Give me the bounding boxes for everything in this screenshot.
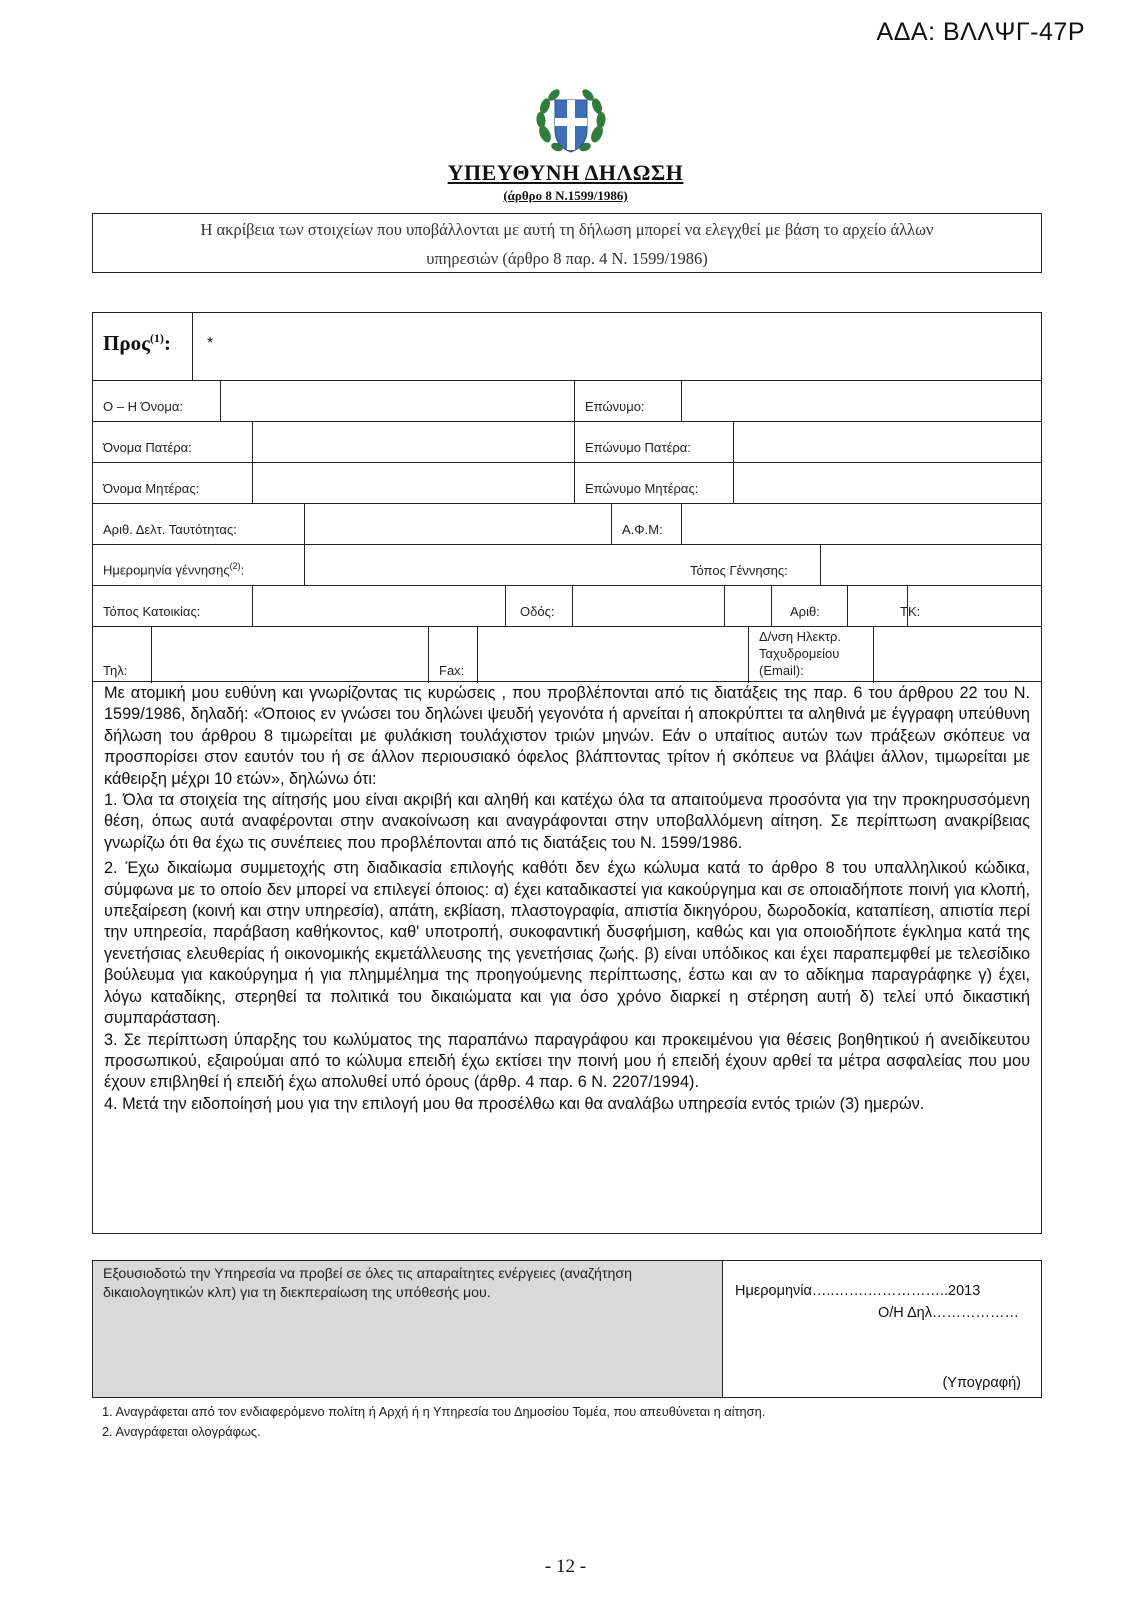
mother-name-label: Όνομα Μητέρας: — [103, 481, 200, 496]
declaration-point-4: 4. Μετά την ειδοποίησή μου για την επιλογή μου θα προσέλθω και θα αναλάβω υπηρεσία εντός τριών (3) ημερών. — [104, 1094, 925, 1113]
street-label: Οδός: — [520, 604, 555, 619]
authorization-text: Εξουσιοδοτώ την Υπηρεσία να προβεί σε όλες τις απαραίτητες ενέργειες (αναζήτηση δικαιολογητικών κλπ) για τη διεκπεραίωση της υπόθεσής μου. — [93, 1261, 723, 1397]
accuracy-notice — [92, 213, 1042, 273]
fax-label: Fax: — [439, 663, 465, 678]
signature-label: (Υπογραφή) — [942, 1375, 1021, 1391]
personal-details-form — [92, 312, 1042, 682]
postcode-label: ΤΚ: — [900, 604, 921, 619]
email-label: Δ/νση Ηλεκτρ. Ταχυδρομείου (Email): — [759, 629, 841, 678]
birth-date-label: Ημερομηνία γέννησης$^{(2)}$: — [103, 561, 245, 578]
notice-line-1: Η ακρίβεια των στοιχείων που υποβάλλονται με αυτή τη δήλωση μπορεί να ελεγχθεί με βάση το αρχείο άλλων — [200, 220, 934, 239]
birth-place-label: Τόπος Γέννησης: — [690, 563, 788, 578]
residence-label: Τόπος Κατοικίας: — [103, 604, 201, 619]
afm-label: Α.Φ.Μ: — [622, 522, 663, 537]
number-label: Αριθ: — [790, 604, 820, 619]
to-field[interactable]: * — [207, 335, 214, 352]
document-subtitle: (άρθρο 8 Ν.1599/1986) — [503, 188, 628, 203]
declaration-point-2: 2. Έχω δικαίωμα συμμετοχής στη διαδικασία επιλογής καθότι δεν έχω κώλυμα κατά το άρθρο 8 του υπαλληλικού κώδικα, σύμφωνα με το οποίο δεν μπορεί να επιλεγεί όποιος: α) έχει καταδικαστεί για κακούργημα και σε οποιαδήποτε ποινή για κλοπή, υπεξαίρεση (κοινή και στην υπηρεσία), απάτη, εκβίαση, πλαστογραφία, απιστία δικηγόρου, δωροδοκία, καταπίεση, απιστία περί την υπηρεσία, παράβαση καθήκοντος, καθ' υποτροπή, συκοφαντική δυσφήμιση, καθώς και για οποιοδήποτε έγκλημα κατά της γενετήσιας ελευθερίας ή οικονομικής εκμετάλλευσης της γενετήσιας ζωής. β) είναι υπόδικος και έχει παραπεμφθεί με τελεσίδικο βούλευμα για κακούργημα ή για πλημμέλημα της προηγούμενης περίπτωσης, έστω και αν το αδίκημα παραγράφηκε γ) έχει, λόγω καταδίκης, στερηθεί τα πολιτικά του δικαιώματα και για όσο χρόνο διαρκεί η στέρηση αυτή δ) τελεί υπό δικαστική συμπαράσταση. — [104, 859, 1030, 1028]
greek-emblem-icon — [533, 84, 609, 160]
declaration-text — [92, 682, 1042, 1234]
footnote-2: 2. Αναγράφεται ολογράφως. — [102, 1424, 261, 1439]
ada-code: ΑΔΑ: ΒΛΛΨΓ-47Ρ — [876, 18, 1085, 46]
mother-surname-label: Επώνυμο Μητέρας: — [585, 481, 699, 496]
father-name-label: Όνομα Πατέρα: — [103, 440, 192, 455]
father-surname-label: Επώνυμο Πατέρα: — [585, 440, 691, 455]
declaration-point-1: 1. Όλα τα στοιχεία της αίτησής μου είναι ακριβή και αληθή και κατέχω όλα τα απαιτούμενα προσόντα για την προκηρυσσόμενη θέση, όπως αυτά αναφέρονται στην ανακοίνωση και αναγράφονται στην υποβαλλόμενη αίτηση. Σε περίπτωση ανακρίβειας γνωρίζω ότι θα έχω τις συνέπειες που προβλέπονται από τις διατάξεις του Ν. 1599/1986. — [104, 791, 1030, 852]
document-title: ΥΠΕΥΘΥΝΗ ΔΗΛΩΣΗ — [447, 160, 684, 185]
surname-label: Επώνυμο: — [585, 399, 645, 414]
declaration-point-3: 3. Σε περίπτωση ύπαρξης του κωλύματος της παραπάνω παραγράφου και προκειμένου για θέσεις βοηθητικού ή ανειδίκευτου προσωπικού, εξαιρούμαι από το κώλυμα επειδή έχω εκτίσει την ποινή μου ή επειδή έχουν αρθεί τα μέτρα ασφαλείας που μου έχουν επιβληθεί ή επειδή έχω απολυθεί υπό όρους (άρθρ. 4 παρ. 6 Ν. 2207/1994). — [104, 1030, 1030, 1092]
id-number-label: Αριθ. Δελτ. Ταυτότητας: — [103, 522, 237, 537]
phone-label: Τηλ: — [103, 663, 128, 678]
footnote-1: 1. Αναγράφεται από τον ενδιαφερόμενο πολίτη ή Αρχή ή η Υπηρεσία του Δημοσίου Τομέα, που απευθύνεται η αίτηση. — [102, 1404, 766, 1419]
date-field[interactable]: Ημερομηνία…..…….……………..2013 — [735, 1283, 981, 1299]
declaration-intro: Με ατομική μου ευθύνη και γνωρίζοντας τις κυρώσεις , που προβλέπονται από τις διατάξεις της παρ. 6 του άρθρου 22 του Ν. 1599/1986, δηλαδή: «Όποιος εν γνώσει του δηλώνει ψευδή γεγονότα ή αρνείται ή αποκρύπτει τα αληθινά με έγγραφη υπεύθυνη δήλωση του άρθρου 8 τιμωρείται με φυλάκιση τουλάχιστον τριών μηνών. Εάν ο υπαίτιος αυτών των πράξεων σκόπευε να προσπορίσει στον εαυτόν του ή σε άλλον περιουσιακό όφελος βλάπτοντας τρίτον ή σκόπευε να βλάψει άλλον, τιμωρείται με κάθειρξη μέχρι 10 ετών», δηλώνω ότι: — [104, 684, 1030, 788]
declarant-field[interactable]: Ο/Η Δηλ……………… — [877, 1305, 1019, 1321]
notice-line-2: υπηρεσιών (άρθρο 8 παρ. 4 Ν. 1599/1986) — [426, 249, 708, 268]
to-label: Προς$^{(1)}$: — [103, 331, 171, 355]
first-name-label: Ο – Η Όνομα: — [103, 399, 183, 414]
page-number: - 12 - — [544, 1556, 587, 1577]
authorization-box — [92, 1260, 1042, 1398]
